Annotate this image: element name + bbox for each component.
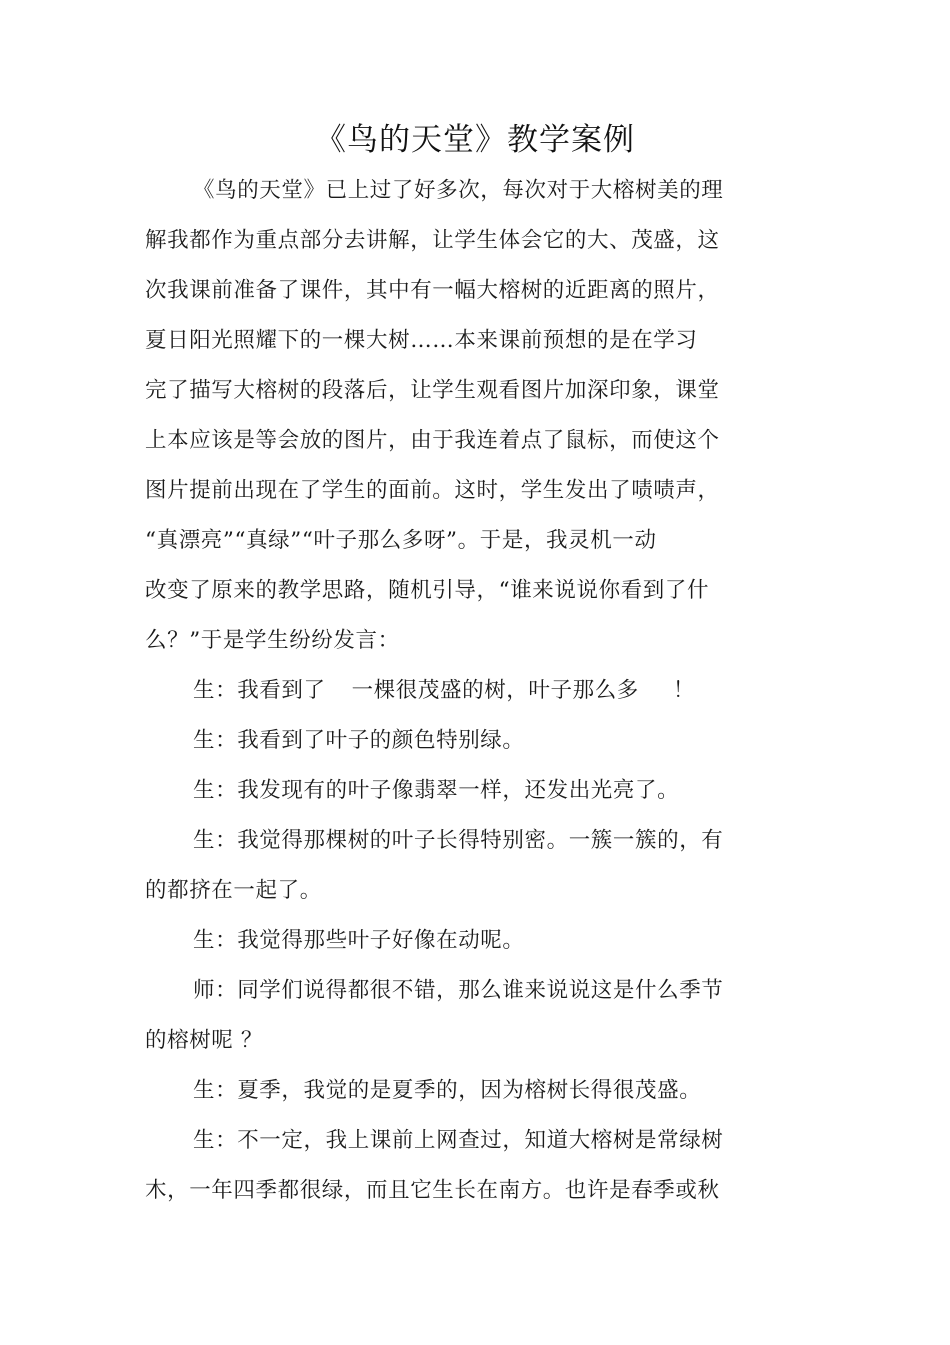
- dialogue-line: 生：夏季，我觉的是夏季的，因为榕树长得很茂盛。: [193, 1078, 702, 1103]
- dialogue-line: [193, 677, 793, 705]
- paragraph-line: 《鸟的天堂》已上过了好多次，每次对于大榕树美的理: [193, 178, 724, 203]
- paragraph-line: 上本应该是等会放的图片，由于我连着点了鼠标，而使这个: [145, 428, 720, 453]
- dialogue-line: 生：我发现有的叶子像翡翠一样，还发出光亮了。: [193, 778, 680, 803]
- paragraph-line: 夏日阳光照耀下的一棵大树……本来课前预想的是在学习: [145, 328, 698, 353]
- paragraph-line: 改变了原来的教学思路，随机引导，“谁来说说你看到了什: [145, 578, 710, 603]
- dialogue-text-part: ！: [672, 678, 696, 703]
- dialogue-text-part: 生：我看到了: [193, 678, 326, 703]
- dialogue-line: 生：我觉得那棵树的叶子长得特别密。一簇一簇的，有: [193, 828, 724, 853]
- dialogue-line: 生：我觉得那些叶子好像在动呢。: [193, 928, 525, 953]
- dialogue-text-part: 一棵很茂盛的树，叶子那么多: [351, 678, 639, 703]
- paragraph-line: 图片提前出现在了学生的面前。这时，学生发出了啧啧声，: [145, 478, 720, 503]
- paragraph-line: 么？”于是学生纷纷发言：: [145, 628, 400, 653]
- dialogue-line: 的都挤在一起了。: [145, 878, 322, 903]
- paragraph-line: 解我都作为重点部分去讲解，让学生体会它的大、茂盛，这: [145, 228, 720, 253]
- dialogue-line: 生：不一定，我上课前上网查过，知道大榕树是常绿树: [193, 1128, 724, 1153]
- dialogue-line: 生：我看到了叶子的颜色特别绿。: [193, 728, 525, 753]
- paragraph-line: 完了描写大榕树的段落后，让学生观看图片加深印象，课堂: [145, 378, 720, 403]
- paragraph-line: 次我课前准备了课件，其中有一幅大榕树的近距离的照片，: [145, 278, 720, 303]
- document-title: 《鸟的天堂》教学案例: [315, 122, 635, 158]
- dialogue-line: 木，一年四季都很绿，而且它生长在南方。也许是春季或秋: [145, 1178, 720, 1203]
- paragraph-line: “真漂亮”“真绿”“叶子那么多呀”。于是，我灵机一动: [145, 528, 657, 553]
- dialogue-line: 师：同学们说得都很不错，那么谁来说说这是什么季节: [193, 978, 724, 1003]
- dialogue-line: 的榕树呢 ？: [145, 1028, 263, 1053]
